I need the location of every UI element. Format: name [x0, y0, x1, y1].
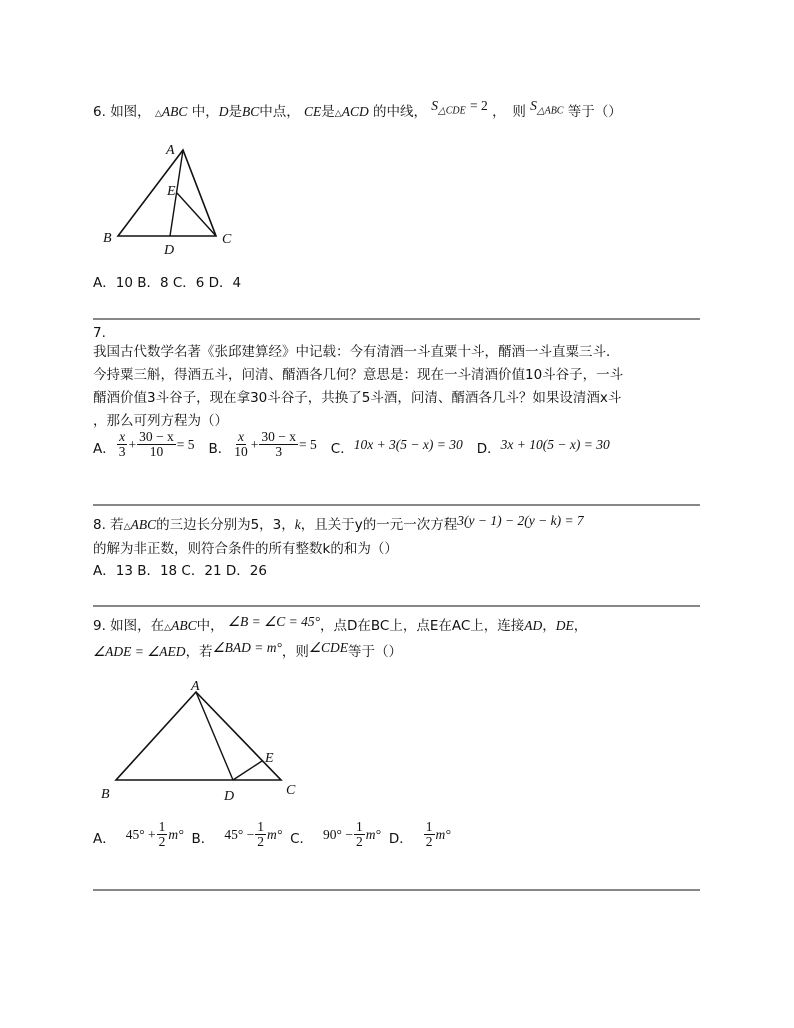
q7-line4: ，那么可列方程为（） [93, 413, 228, 429]
q6-options: A．10 B．8 C．6 D．4 [93, 275, 242, 291]
q6-label-a: A [166, 143, 175, 158]
q9-option-c-expression: 90° − $\frac{1}{2}$ m° [323, 819, 381, 849]
q6-stem: 6. 如图， △ABC 中，D是BC中点， CE是△ACD 的中线， $S_{\triangle CDE} = 2$ ， 则 $S_{\triangle ABC}$ 等于（） [93, 98, 622, 120]
q7-option-c-equation: 10x + 3(5 − x) = 30 [353, 437, 463, 452]
q9-segment-de [233, 761, 262, 780]
q6-figure [95, 135, 245, 260]
q8-equation: 3(y − 1) − 2(y − k) = 7 [457, 513, 584, 528]
q7-line1: 我国古代数学名著《张邱建算经》中记载：今有清酒一斗直粟十斗，醑酒一斗直粟三斗． [93, 344, 620, 360]
q7-number: 7. [93, 325, 106, 341]
q6-area-abc: $S_{\triangle ABC}$ [530, 98, 564, 117]
q9-line2: ∠ADE = ∠AED，若∠BAD = m°，则∠CDE等于（） [93, 640, 403, 660]
q9-triangle [116, 692, 281, 780]
q9-option-a-expression: 45° + $\frac{1}{2}$ m° [125, 819, 184, 849]
q6-number: 6. [93, 104, 106, 120]
q9-option-b-expression: 45° − $\frac{1}{2}$ m° [224, 819, 283, 849]
q6-label-b: B [103, 231, 112, 246]
q9-options: A． 45° + $\frac{1}{2}$ m° B． 45° − $\frac{1}{2}$ m° C． 90° − $\frac{1}{2}$ m° D． $\frac{1}{2}$ m° [93, 819, 451, 849]
divider-3 [93, 605, 700, 607]
q7-option-a-equation: $\frac{x}{3}$ + $\frac{30 - x}{10}$ = 5 [118, 429, 195, 459]
q6-label-e: E [167, 184, 176, 199]
q6-label-c: C [222, 232, 232, 247]
q8-line1: 8. 若△ABC的三边长分别为5，3，k，且关于y的一元一次方程3(y − 1) − 2(y − k) = 7 [93, 513, 584, 533]
q6-tri-acd: ACD [341, 104, 369, 119]
q7-options: A． $\frac{x}{3}$ + $\frac{30 - x}{10}$ = 5 B． $\frac{x}{10}$ + $\frac{30 - x}{3}$ = 5 C． 10x + 3(5 − x) = 30 D． 3x + 10(5 − x) = 30 [93, 429, 610, 459]
q9-figure [95, 676, 310, 806]
q6-median-ce [177, 193, 216, 236]
q6-label-d: D [164, 243, 175, 258]
q7-line3: 醑酒价值3斗谷子，现在拿30斗谷子，共换了5斗酒，问清、醑酒各几斗？如果设清酒x斗 [93, 390, 622, 406]
q7-option-d-equation: 3x + 10(5 − x) = 30 [500, 437, 610, 452]
q7-option-b-equation: $\frac{x}{10}$ + $\frac{30 - x}{3}$ = 5 [234, 429, 317, 459]
q9-label-a: A [191, 679, 200, 694]
q9-label-d: D [224, 789, 235, 804]
q7-line2: 今持粟三斛，得酒五斗，问清、醑酒各几何？意思是：现在一斗清酒价值10斗谷子，一斗 [93, 367, 624, 383]
q9-line1: 9. 如图，在△ABC中， ∠B = ∠C = 45°，点D在BC上，点E在AC上，连接AD，DE， [93, 614, 588, 634]
q6-intro: 如图， [110, 104, 151, 120]
q9-option-d-expression: $\frac{1}{2}$ m° [425, 819, 451, 849]
q8-line2: 的解为非正数，则符合条件的所有整数k的和为（） [93, 541, 398, 557]
q9-label-e: E [265, 751, 274, 766]
q9-label-c: C [286, 783, 296, 798]
divider-4 [93, 889, 700, 891]
q9-segment-ad [196, 692, 233, 780]
divider-2 [93, 504, 700, 506]
q9-label-b: B [101, 787, 110, 802]
q8-options: A．13 B．18 C．21 D．26 [93, 563, 267, 579]
divider-1 [93, 318, 700, 320]
q6-area-cde: $S_{\triangle CDE} = 2$ [431, 98, 488, 117]
q6-tri-abc: ABC [161, 104, 188, 119]
